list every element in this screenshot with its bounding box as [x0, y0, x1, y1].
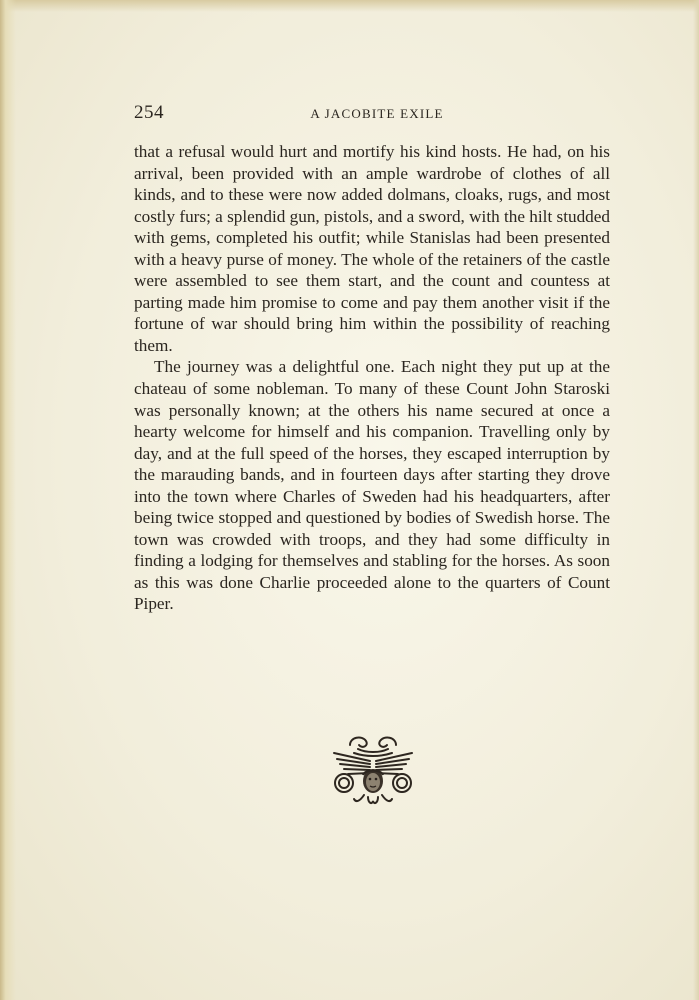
winged-face-tailpiece-icon: [328, 731, 418, 807]
page-right-edge: [693, 0, 699, 1000]
page-header: [134, 100, 610, 130]
paragraph: that a refusal would hurt and mortify his kind hosts. He had, on his arrival, been provided with an ample wardrobe of clothes of all kinds, and to these were now added dolmans, cloaks, rugs, and most costly furs; a splendid gun, pistols, and a sword, with the hilt studded with gems, completed his outfit; while Stanislas had been presented with a heavy purse of money. The whole of the retainers of the castle were assembled to see them start, and the count and countess at parting made him promise to come and pay them another visit if the fortune of war should bring him within the possibility of reaching them.: [134, 142, 610, 355]
paragraph: The journey was a delightful one. Each night they put up at the chateau of some nobleman. To many of these Count John Staroski was personally known; at the others his name secured at once a hearty welcome for himself and his companion. Travelling only by day, and at the full speed of the horses, they escaped interruption by the marauding bands, and in fourteen days after starting they drove into the town where Charles of Sweden had his headquarters, after being twice stopped and questioned by bodies of Swedish horse. The town was crowded with troops, and they had some difficulty in finding a lodging for themselves and stabling for the horses. As soon as this was done Charlie proceeded alone to the quarters of Count Piper.: [134, 357, 610, 614]
page-binding-edge: [0, 0, 16, 1000]
page-number: 254: [134, 102, 164, 123]
running-head: A JACOBITE EXILE: [310, 106, 444, 121]
body-text: [134, 141, 610, 615]
page-top-shadow: [0, 0, 699, 12]
